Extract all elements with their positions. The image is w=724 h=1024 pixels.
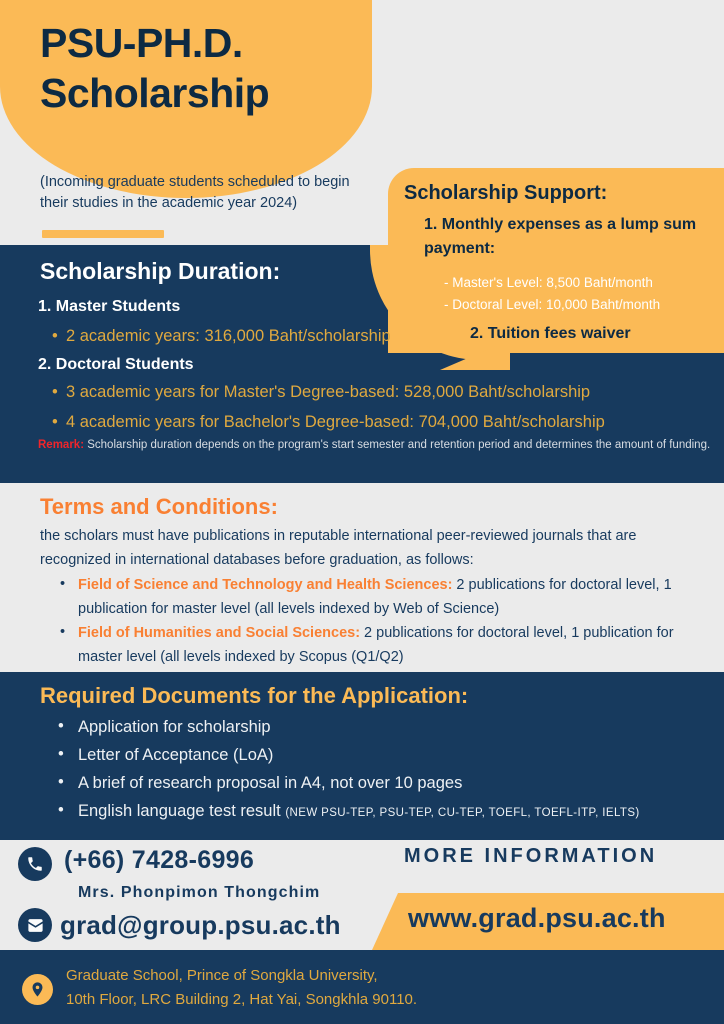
duration-heading-master: 1. Master Students bbox=[38, 298, 181, 315]
terms-item-science-text: 2 publications for doctoral level, 1 publication for master level (all levels indexed by Web of Science) bbox=[78, 577, 672, 618]
duration-heading-doctoral: 2. Doctoral Students bbox=[38, 356, 194, 373]
document-item-3-text: A brief of research proposal in A4, not over 10 pages bbox=[78, 774, 463, 792]
remark-text: Scholarship duration depends on the program's start semester and retention period and determines the amount of funding. bbox=[84, 439, 711, 451]
location-pin-icon bbox=[22, 974, 53, 1005]
support-sub-master: - Master's Level: 8,500 Baht/month bbox=[444, 275, 653, 290]
phone-icon bbox=[18, 847, 52, 881]
terms-title: Terms and Conditions: bbox=[40, 494, 278, 519]
duration-remark bbox=[38, 437, 716, 455]
bullet-icon: • bbox=[60, 576, 66, 592]
terms-item-humanities-text: 2 publications for doctoral level, 1 publication for master level (all levels indexed by Scopus (Q1/Q2) bbox=[78, 625, 674, 666]
support-item-1: 1. Monthly expenses as a lump sum payment: bbox=[424, 216, 697, 257]
document-item-proposal bbox=[56, 774, 462, 793]
document-item-4-text: English language test result bbox=[78, 802, 281, 820]
duration-item-3-text: 4 academic years for Bachelor's Degree-based: 704,000 Baht/scholarship bbox=[66, 413, 605, 431]
footer-address bbox=[66, 964, 706, 1012]
remark-label: Remark: bbox=[38, 439, 85, 451]
terms-item-humanities bbox=[56, 621, 718, 669]
duration-item-master bbox=[52, 326, 391, 347]
documents-title: Required Documents for the Application: bbox=[40, 683, 469, 708]
address-line-1: Graduate School, Prince of Songkla University, bbox=[66, 967, 378, 984]
support-item-2: 2. Tuition fees waiver bbox=[470, 325, 631, 342]
duration-item-2-text: 3 academic years for Master's Degree-based: 528,000 Baht/scholarship bbox=[66, 383, 591, 401]
page-title: PSU-PH.D. Scholarship bbox=[40, 20, 270, 117]
header-subtitle: (Incoming graduate students scheduled to begin their studies in the academic year 2024) bbox=[40, 174, 350, 212]
terms-item-science bbox=[56, 573, 718, 621]
duration-item-doctoral-bachelor-based bbox=[52, 412, 605, 433]
more-information-label: MORE INFORMATION bbox=[404, 845, 658, 867]
address-line-2: 10th Floor, LRC Building 2, Hat Yai, Songkhla 90110. bbox=[66, 991, 418, 1008]
terms-item-science-label: Field of Science and Technology and Health Sciences: bbox=[78, 577, 453, 593]
bullet-icon: • bbox=[58, 717, 64, 735]
document-item-2-text: Letter of Acceptance (LoA) bbox=[78, 746, 274, 764]
document-item-4-note: (NEW PSU-TEP, PSU-TEP, CU-TEP, TOEFL, TOEFL-ITP, IELTS) bbox=[285, 807, 640, 819]
duration-item-doctoral-master-based bbox=[52, 382, 590, 403]
phone-number[interactable]: (+66) 7428-6996 bbox=[64, 846, 255, 874]
document-item-application bbox=[56, 718, 271, 737]
support-title: Scholarship Support: bbox=[404, 182, 608, 204]
document-item-loa bbox=[56, 746, 273, 765]
duration-item-master-text: 2 academic years: 316,000 Baht/scholarship bbox=[66, 327, 391, 345]
document-item-english-test bbox=[56, 802, 640, 821]
document-item-1-text: Application for scholarship bbox=[78, 718, 271, 736]
bullet-icon: • bbox=[58, 745, 64, 763]
support-sub-doctoral: - Doctoral Level: 10,000 Baht/month bbox=[444, 296, 661, 312]
accent-bar bbox=[42, 230, 164, 238]
website-url[interactable]: www.grad.psu.ac.th bbox=[408, 903, 666, 933]
duration-title: Scholarship Duration: bbox=[40, 258, 281, 284]
bullet-icon: • bbox=[60, 624, 66, 640]
email-address[interactable]: grad@group.psu.ac.th bbox=[60, 910, 341, 940]
bullet-icon: • bbox=[58, 773, 64, 791]
terms-intro: the scholars must have publications in reputable international peer-reviewed journals that are recognized in international databases before graduation, as follows: bbox=[40, 528, 637, 569]
bullet-icon: • bbox=[52, 413, 58, 431]
bullet-icon: • bbox=[52, 383, 58, 401]
terms-item-humanities-label: Field of Humanities and Social Sciences: bbox=[78, 625, 361, 641]
support-sub-items bbox=[444, 272, 716, 316]
contact-person-name: Mrs. Phonpimon Thongchim bbox=[78, 884, 321, 901]
mail-icon bbox=[18, 908, 52, 942]
bullet-icon: • bbox=[52, 327, 58, 345]
bullet-icon: • bbox=[58, 801, 64, 819]
